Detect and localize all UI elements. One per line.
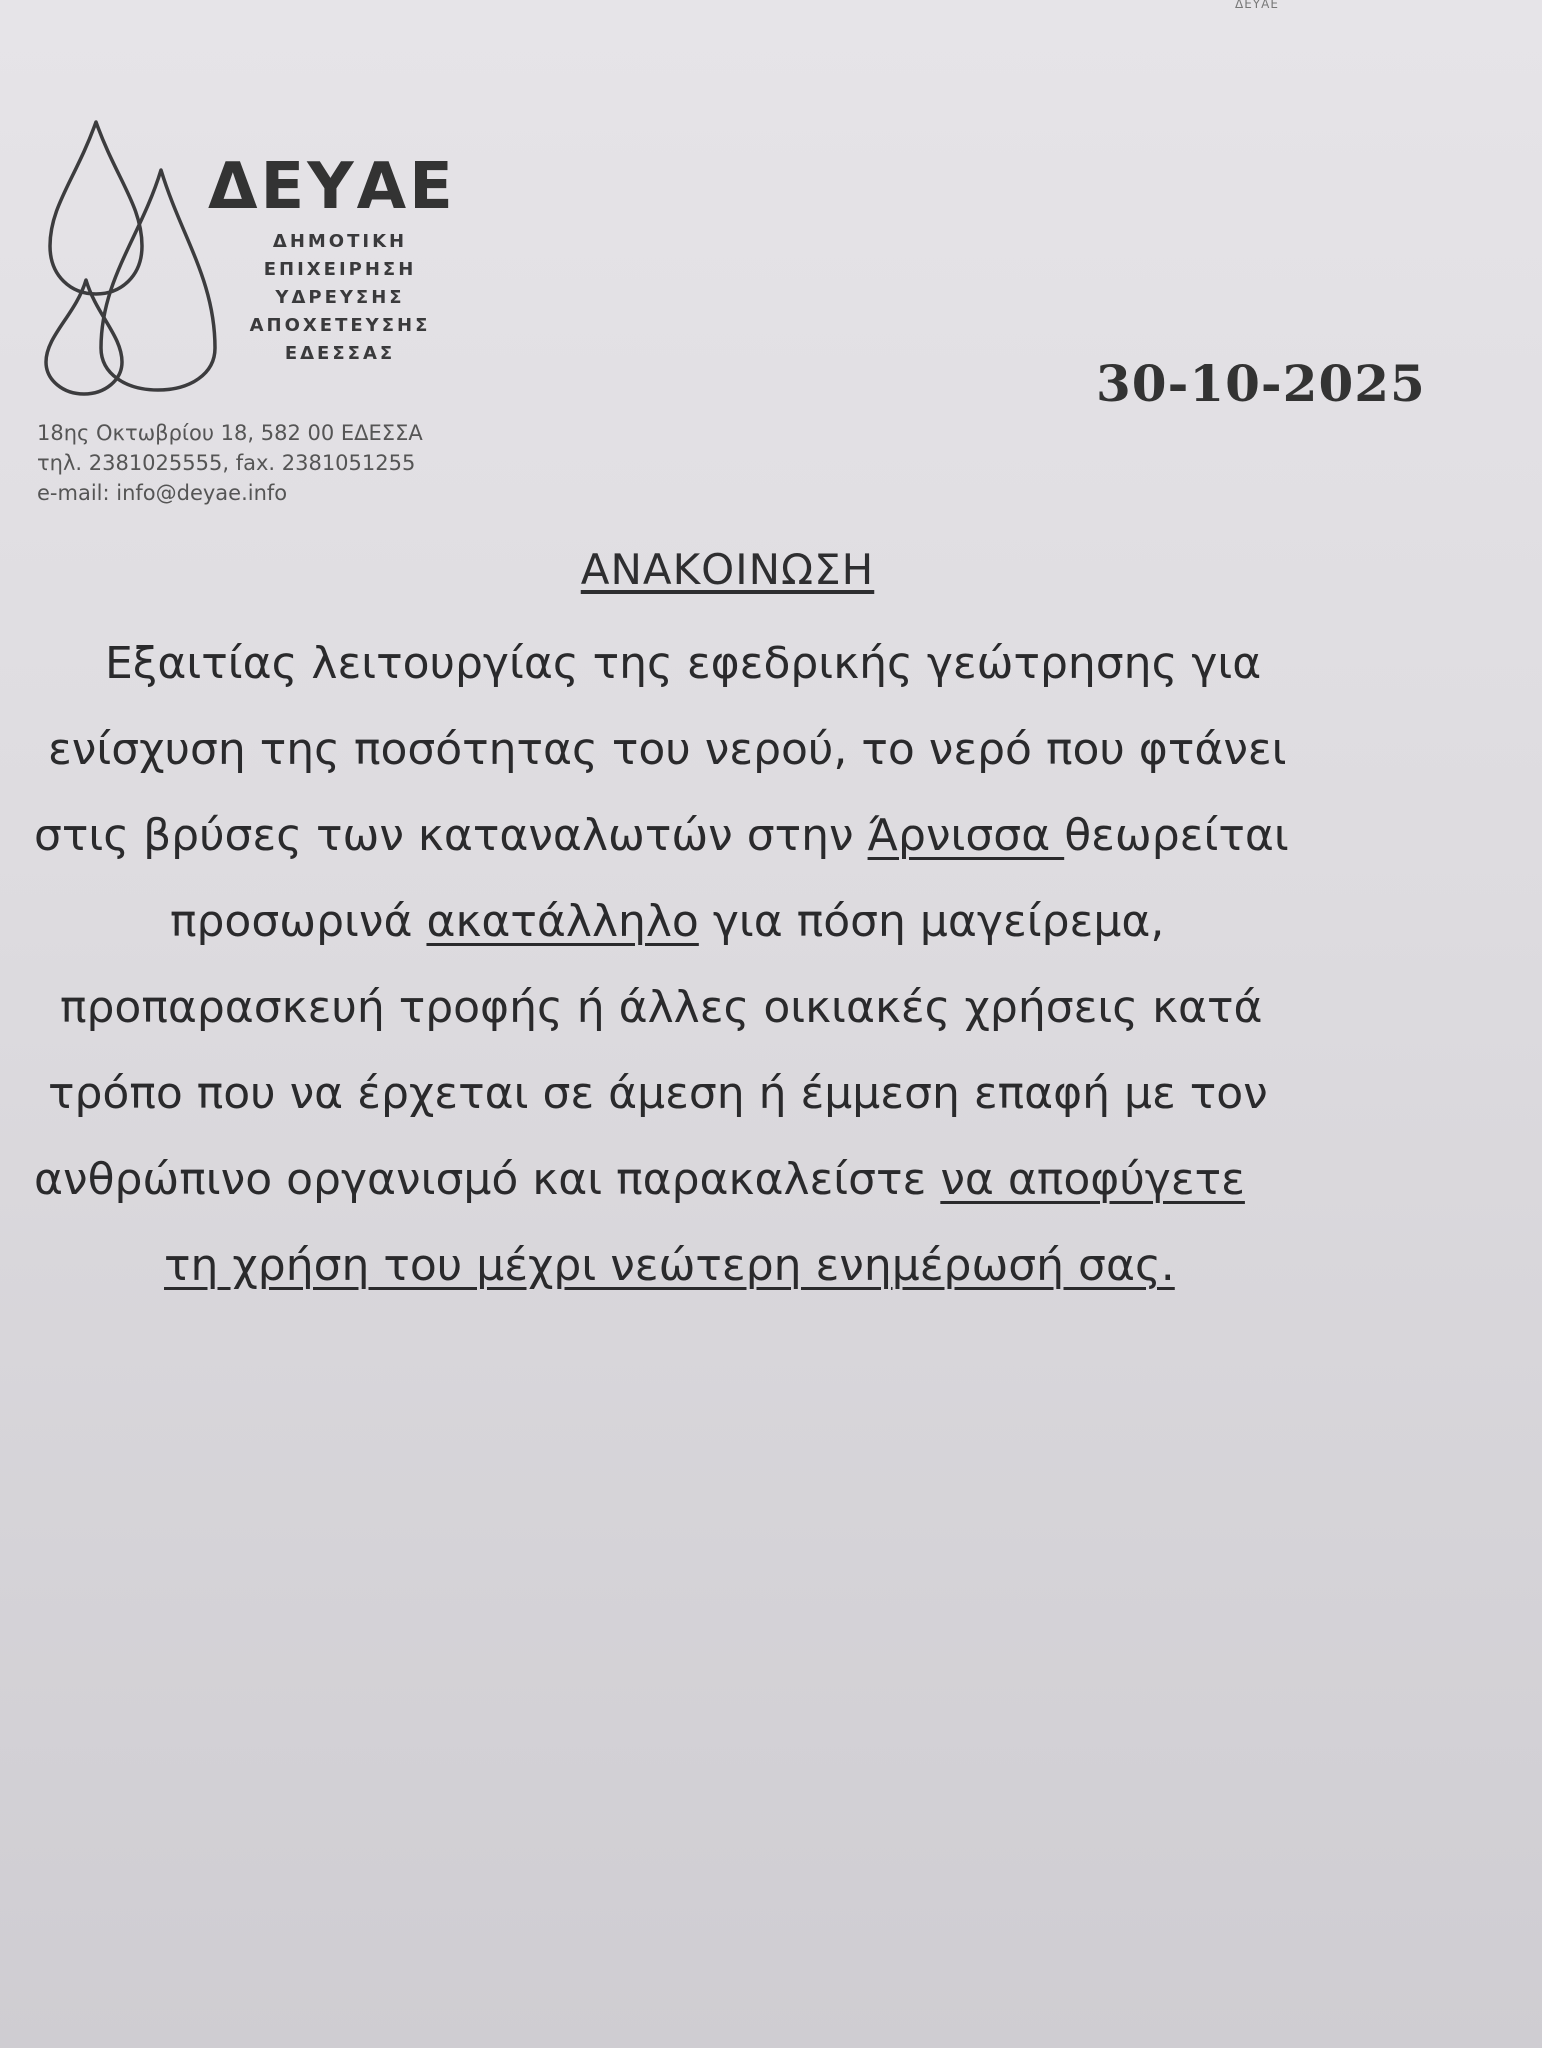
notice-text: τρόπο που να έρχεται σε άμεση ή έμμεση επαφή με τον <box>48 1068 1268 1119</box>
org-name-line: ΕΠΙΧΕΙΡΗΣΗ <box>263 259 417 280</box>
notice-line <box>48 724 1287 775</box>
notice-line <box>164 1240 1175 1291</box>
underlined-text: Άρνισσα <box>867 810 1065 861</box>
org-abbreviation: ΔΕΥΑΕ <box>208 150 456 224</box>
org-name-line: ΔΗΜΟΤΙΚΗ <box>272 231 408 252</box>
notice-text: για πόση μαγείρεμα, <box>698 896 1165 947</box>
email: e-mail: info@deyae.info <box>37 481 288 505</box>
water-drops-icon <box>38 118 218 396</box>
phone-fax: τηλ. 2381025555, fax. 2381051255 <box>37 451 416 475</box>
org-name-line: ΥΔΡΕΥΣΗΣ <box>275 287 405 308</box>
notice-text: στις βρύσες των καταναλωτών στην <box>34 810 868 861</box>
notice-line <box>60 982 1263 1033</box>
notice-text: Εξαιτίας λειτουργίας της εφεδρικής γεώτρησης για <box>105 638 1262 689</box>
address: 18ης Οκτωβρίου 18, 582 00 ΕΔΕΣΣΑ <box>37 421 423 445</box>
underlined-text: ακατάλληλο <box>426 896 699 947</box>
notice-line <box>105 638 1261 689</box>
notice-date: 30-10-2025 <box>1096 354 1426 413</box>
notice-text: θεωρείται <box>1064 810 1289 861</box>
notice-line <box>48 1068 1268 1119</box>
notice-line <box>34 810 1289 861</box>
notice-text: προσωρινά <box>170 896 427 947</box>
notice-text: προπαρασκευή τροφής ή άλλες οικιακές χρήσεις κατά <box>60 982 1263 1033</box>
org-name-line: ΕΔΕΣΣΑΣ <box>284 343 396 364</box>
contact-block <box>37 418 423 508</box>
org-name-line: ΑΠΟΧΕΤΕΥΣΗΣ <box>249 315 431 336</box>
underlined-text: να αποφύγετε <box>940 1154 1245 1205</box>
notice-line <box>170 896 1164 947</box>
notice-line <box>34 1154 1245 1205</box>
notice-heading: ΑΝΑΚΟΙΝΩΣΗ <box>580 545 875 594</box>
org-full-name <box>220 228 460 368</box>
notice-text: ενίσχυση της ποσότητας του νερού, το νερό που φτάνει <box>48 724 1287 775</box>
underlined-text: τη χρήση του μέχρι νεώτερη ενημέρωσή σας. <box>164 1240 1175 1291</box>
notice-text: ανθρώπινο οργανισμό και παρακαλείστε <box>34 1154 941 1205</box>
corner-stamp-fragment: ΔΕΥΑΕ <box>1235 0 1279 10</box>
